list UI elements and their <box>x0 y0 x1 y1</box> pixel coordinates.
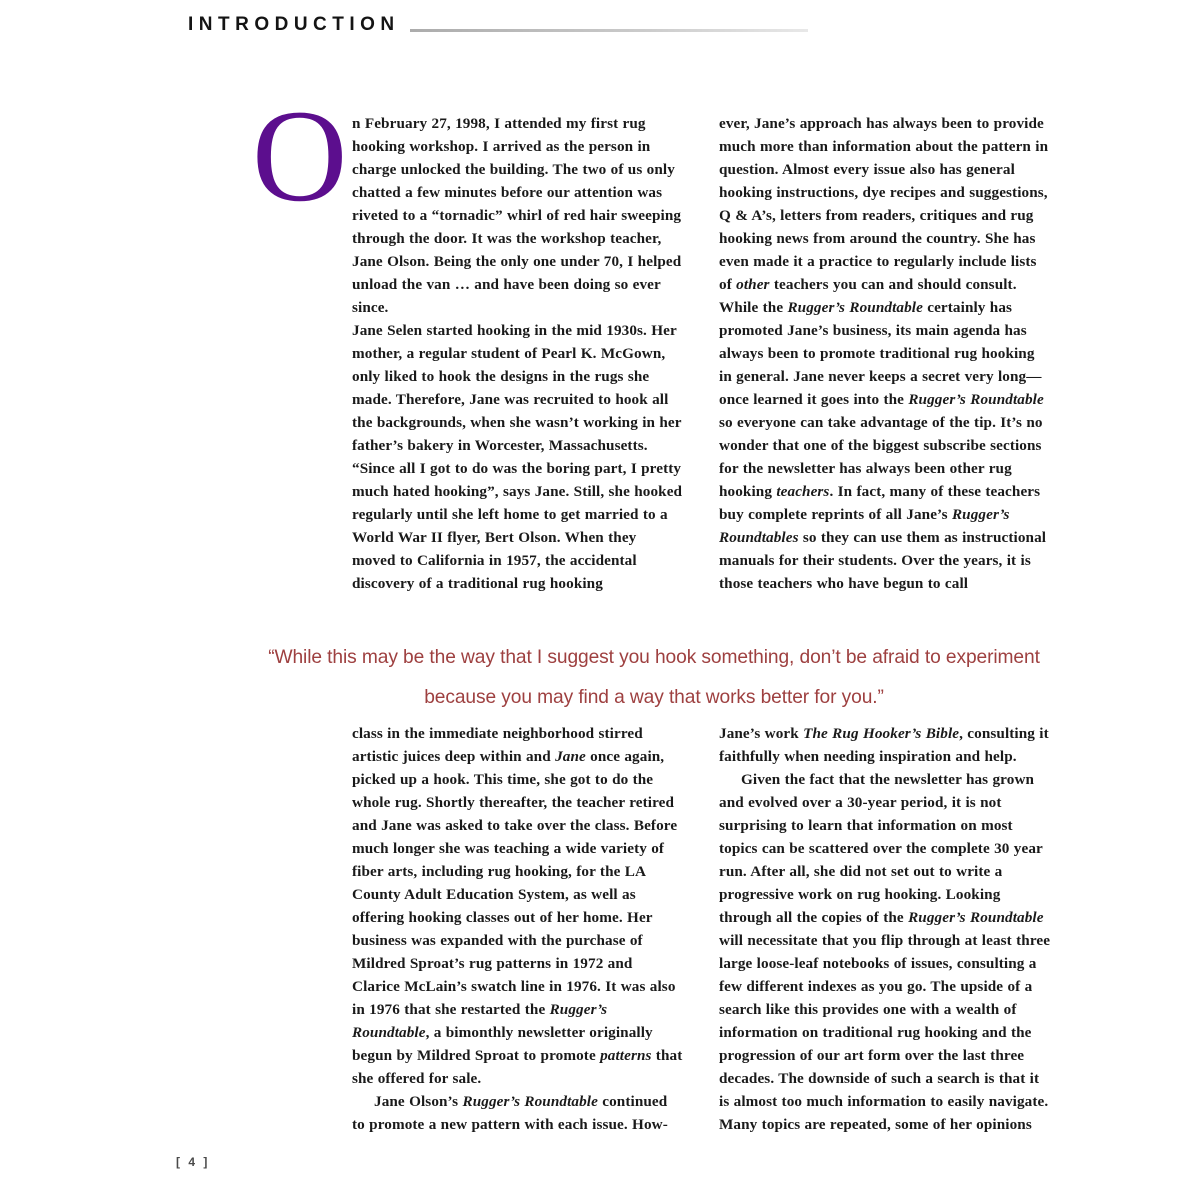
page-title: INTRODUCTION <box>188 14 400 35</box>
paragraph: n February 27, 1998, I attended my first rug hooking workshop. I arrived as the person in charge unlocked the building. The two of us only chatted a few minutes before our attention was riveted to a “tornadic” whirl of red hair sweeping through the door. It was the workshop teacher, Jane Olson. Being the only one under 70, I helped unload the van … and have been doing so ever since. <box>352 115 682 316</box>
column-bottom-right <box>719 722 1051 1136</box>
body-columns-top <box>252 82 1052 595</box>
paragraph: Jane Selen started hooking in the mid 1930s. Her mother, a regular student of Pearl K. McGown, only liked to hook the designs in the rugs she made. Therefore, Jane was recruited to hook all the backgrounds, when she wasn’t working in her father’s bakery in Worcester, Massachusetts. “Since all I got to do was the boring part, I pretty much hated hooking”, says Jane. Still, she hooked regularly until she left home to get married to a World War II flyer, Bert Olson. When they moved to California in 1957, the accidental discovery of a traditional rug hooking <box>352 322 683 592</box>
column-top-right <box>719 112 1051 595</box>
body-columns-bottom <box>352 722 1052 1136</box>
paragraph: Jane’s work The Rug Hooker’s Bible, consulting it faithfully when needing inspiration and help. <box>719 725 1049 765</box>
page-number: [ 4 ] <box>176 1155 210 1169</box>
paragraph: class in the immediate neighborhood stirred artistic juices deep within and Jane once again, picked up a hook. This time, she got to do the whole rug. Shortly thereafter, the teacher retired and Jane was asked to take over the class. Before much longer she was teaching a wide variety of fiber arts, including rug hooking, for the LA County Adult Education System, as well as offering hooking classes out of her home. Her business was expanded with the purchase of Mildred Sproat’s rug patterns in 1972 and Clarice McLain’s swatch line in 1976. It was also in 1976 that she restarted the Rugger’s Roundtable, a bimonthly newsletter originally begun by Mildred Sproat to promote patterns that she offered for sale. <box>352 725 683 1087</box>
header-divider-rule <box>410 29 808 32</box>
column-top-left <box>252 82 684 595</box>
running-head <box>188 14 808 36</box>
drop-cap-letter: O <box>252 82 348 229</box>
paragraph: ever, Jane’s approach has always been to provide much more than information about the pattern in question. Almost every issue also has general hooking instructions, dye recipes and suggestions, Q & A’s, letters from readers, critiques and rug hooking news from around the country. She has even made it a practice to regularly include lists of other teachers you can and should consult. While the Rugger’s Roundtable certainly has promoted Jane’s business, its main agenda has always been to promote traditional rug hooking in general. Jane never keeps a secret very long—once learned it goes into the Rugger’s Roundtable so everyone can take advantage of the tip. It’s no wonder that one of the biggest subscribe sections for the newsletter has always been other rug hooking teachers. In fact, many of these teachers buy complete reprints of all Jane’s Rugger’s Roundtables so they can use them as instructional manuals for their students. Over the years, it is those teachers who have begun to call <box>719 115 1049 592</box>
paragraph: Given the fact that the newsletter has grown and evolved over a 30-year period, it is not surprising to learn that information on most topics can be scattered over the complete 30 year run. After all, she did not set out to write a progressive work on rug hooking. Looking through all the copies of the Rugger’s Roundtable will necessitate that you flip through at least three large loose-leaf notebooks of issues, consulting a few different indexes as you go. The upside of a search like this provides one with a wealth of information on traditional rug hooking and the progression of our art form over the last three decades. The downside of such a search is that it is almost too much information to easily navigate. Many topics are repeated, some of her opinions <box>719 771 1051 1133</box>
pull-quote: “While this may be the way that I suggest you hook something, don’t be afraid to experiment because you may find a way that works better for you.” <box>268 647 1040 708</box>
column-bottom-left <box>352 722 684 1136</box>
dropcap-wrapper <box>252 82 684 319</box>
paragraph: Jane Olson’s Rugger’s Roundtable continued to promote a new pattern with each issue. How- <box>352 1093 668 1133</box>
